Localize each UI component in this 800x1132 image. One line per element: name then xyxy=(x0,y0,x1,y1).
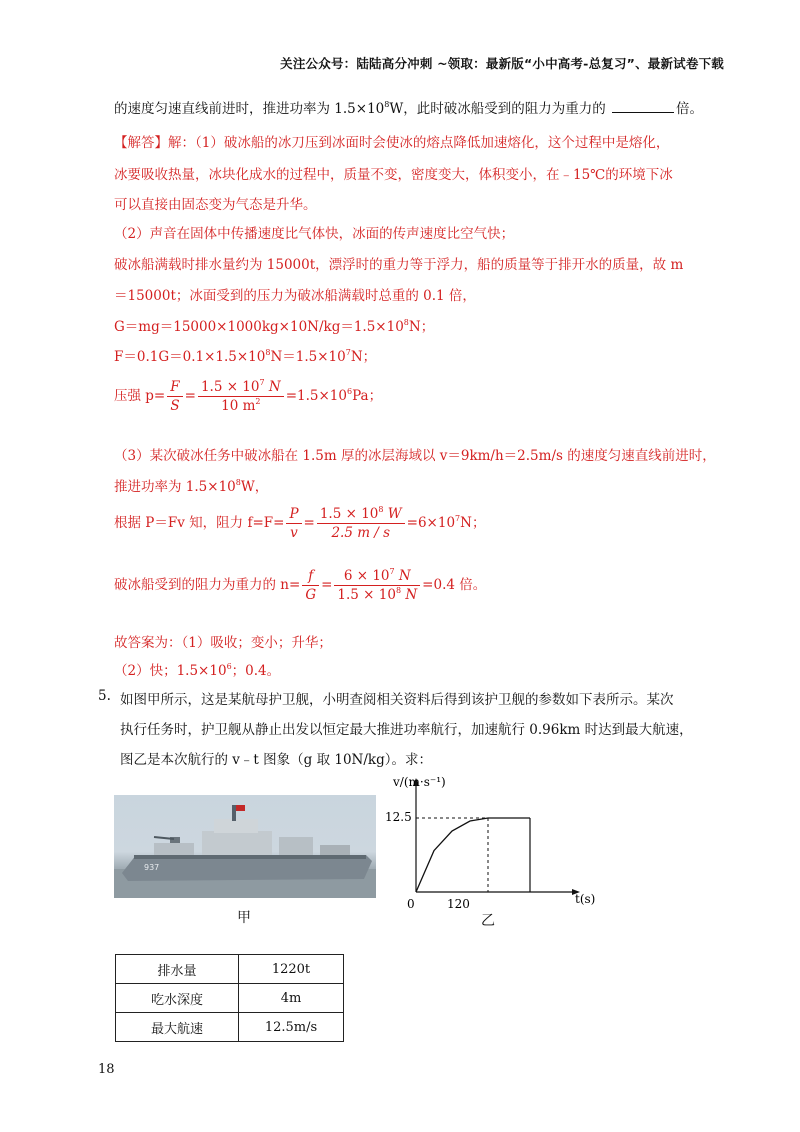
ratio-label: 破冰船受到的阻力为重力的 n= xyxy=(114,577,301,593)
x-axis-label: t(s) xyxy=(575,892,596,906)
g-eq-b: N； xyxy=(408,319,435,335)
page-header: 关注公众号：陆陆高分冲刺 ~领取：最新版“小中高考-总复习”、最新试卷下载 xyxy=(280,56,724,71)
answer-line-5: 破冰船满载时排水量约为 15000t，漂浮时的重力等于浮力，船的质量等于排开水的质量，故 m xyxy=(114,257,684,273)
f-eq-b: N＝1.5×10 xyxy=(270,349,346,365)
question-continuation xyxy=(114,97,703,117)
num-exp: 7 xyxy=(259,378,265,387)
warship-illustration xyxy=(114,795,376,898)
answer-line-6: ＝15000t；冰面受到的压力为破冰船满载时总重的 0.1 倍， xyxy=(114,288,476,304)
pressure-result-b: Pa； xyxy=(352,388,383,404)
frac-num-value xyxy=(198,378,284,397)
num-text: 6 × 10 xyxy=(343,568,390,584)
table-cell-label: 吃水深度 xyxy=(116,984,239,1013)
table-cell-label: 最大航速 xyxy=(116,1013,239,1042)
aft-structure xyxy=(279,837,313,855)
den-text: 1.5 × 10 xyxy=(337,587,396,603)
resistance-result-a: =6×10 xyxy=(406,515,456,531)
den-exp: 8 xyxy=(395,586,402,595)
table-cell-value: 4m xyxy=(239,984,344,1013)
answer-line-2: 冰要吸收热量，冰块化成水的过程中，质量不变，密度变大，体积变小，在﹣15℃的环境下冰 xyxy=(114,167,673,183)
flag xyxy=(236,805,245,811)
table-row xyxy=(116,1013,344,1042)
answer-line-1 xyxy=(114,131,669,151)
intro-text-a: 的速度匀速直线前进时，推进功率为 1.5×10 xyxy=(114,101,385,117)
g-eq-exp: 8 xyxy=(403,318,409,327)
caption-b: 乙 xyxy=(481,913,495,929)
final-answer-2 xyxy=(114,659,280,679)
resistance-label: 根据 P＝Fv 知，阻力 f=F= xyxy=(114,515,285,531)
num-exp: 7 xyxy=(389,567,395,576)
origin-label: 0 xyxy=(407,897,415,911)
intro-text-c: 倍。 xyxy=(676,101,704,117)
num-unit: N xyxy=(394,568,411,584)
frac-den: S xyxy=(170,398,180,414)
final-answer-1: 故答案为：（1）吸收；变小；升华； xyxy=(114,635,332,651)
ratio-result: =0.4 倍。 xyxy=(422,577,487,593)
final2-b: ；0.4。 xyxy=(231,663,281,679)
question-line-1: 如图甲所示，这是某航母护卫舰，小明查阅相关资料后得到该护卫舰的参数如下表所示。某次 xyxy=(120,692,674,708)
f-eq-exp2: 7 xyxy=(345,348,351,357)
den-unit: N xyxy=(401,587,418,603)
answer-line-7 xyxy=(114,315,434,335)
question-line-2: 执行任务时，护卫舰从静止出发以恒定最大推进功率航行，加速航行 0.96km 时达到最大航速， xyxy=(120,722,693,738)
answer-blank xyxy=(612,100,674,113)
frac-num-value xyxy=(317,505,405,524)
den-exp: 2 xyxy=(255,397,261,406)
mast xyxy=(232,805,236,821)
ratio-formula: 破冰船受到的阻力为重力的 n= $\frac{f}{G}$ = $\frac{6 \times 10^7 N}{1.5 \times 10^8 N}$ =0.4 倍。 xyxy=(114,567,487,603)
caption-a: 甲 xyxy=(237,910,251,926)
frac-num: F xyxy=(167,378,182,397)
num-exp: 8 xyxy=(378,505,384,514)
final2-exp: 6 xyxy=(226,662,232,671)
num-text: 1.5 × 10 xyxy=(319,506,379,522)
num-unit: W xyxy=(383,506,402,522)
table-row xyxy=(116,984,344,1013)
power-a: 推进功率为 1.5×10 xyxy=(114,479,236,495)
fraction-p-over-v xyxy=(286,505,301,542)
fraction-f-over-s xyxy=(167,378,182,415)
warship-photo xyxy=(114,795,376,898)
answer-line-3: 可以直接由固态变为气态是升华。 xyxy=(114,197,317,213)
answer-line-10 xyxy=(114,475,268,495)
answer-l1: 解：（1）破冰船的冰刀压到冰面时会使冰的熔点降低加速熔化，这个过程中是熔化， xyxy=(168,135,670,151)
velocity-curve xyxy=(416,818,530,892)
resistance-result-b: N； xyxy=(460,515,486,531)
question-number: 5. xyxy=(98,688,111,704)
fraction-f-over-g xyxy=(302,567,319,604)
answer-line-9: （3）某次破冰任务中破冰船在 1.5m 厚的冰层海域以 v＝9km/h＝2.5m/s 的速度匀速直线前进时， xyxy=(114,448,716,464)
answer-line-8 xyxy=(114,345,376,365)
frac-den-value xyxy=(334,586,420,604)
answer-tag: 【解答】 xyxy=(114,135,168,151)
final2-a: （2）快；1.5×10 xyxy=(114,663,227,679)
x-tick-label: 120 xyxy=(447,897,470,911)
power-b: W， xyxy=(240,479,269,495)
frac-num: f xyxy=(302,567,319,586)
table-cell-value: 1220t xyxy=(239,955,344,984)
superstructure xyxy=(202,831,272,855)
num-unit: N xyxy=(264,379,281,395)
pressure-result-a: =1.5×10 xyxy=(285,388,347,404)
f-eq-a: F＝0.1G＝0.1×1.5×10 xyxy=(114,349,266,365)
num-text: 1.5 × 10 xyxy=(200,379,260,395)
frac-den-value: 2.5 m / s xyxy=(331,525,391,541)
page-number: 18 xyxy=(98,1062,115,1077)
frac-num-value xyxy=(334,567,420,586)
pressure-label: 压强 p= xyxy=(114,388,166,404)
question-line-3: 图乙是本次航行的 v﹣t 图象（g 取 10N/kg）。求： xyxy=(120,752,432,768)
intro-exp: 8 xyxy=(384,100,390,109)
resistance-result-exp: 7 xyxy=(455,514,461,523)
pressure-result-exp: 6 xyxy=(346,387,353,396)
helideck xyxy=(320,845,350,855)
f-eq-c: N； xyxy=(350,349,377,365)
power-exp: 8 xyxy=(235,478,241,487)
fraction-ratio-values xyxy=(334,567,420,604)
frac-den: v xyxy=(290,525,298,541)
frac-num: P xyxy=(286,505,301,524)
table-row xyxy=(116,955,344,984)
intro-text-b: W，此时破冰船受到的阻力为重力的 xyxy=(389,101,611,117)
bridge xyxy=(214,819,258,833)
hull-number: 937 xyxy=(144,863,160,872)
frac-den-value xyxy=(198,397,284,415)
resistance-formula: 根据 P＝Fv 知，阻力 f=F= $\frac{P}{v}$ = $\frac{1.5 \times 10^8 W}{2.5 m / s}$ $=6\times 10^7N$； xyxy=(114,505,486,541)
fraction-pressure-values xyxy=(198,378,284,415)
table-cell-value: 12.5m/s xyxy=(239,1013,344,1042)
g-eq-a: G＝mg＝15000×1000kg×10N/kg＝1.5×10 xyxy=(114,319,404,335)
deck-edge xyxy=(134,855,366,859)
forward-structure xyxy=(154,843,194,855)
y-axis-label: v/(m·s⁻¹) xyxy=(393,775,446,789)
parameter-table xyxy=(115,954,344,1042)
table-cell-label: 排水量 xyxy=(116,955,239,984)
y-tick-label: 12.5 xyxy=(385,810,412,824)
f-eq-exp1: 8 xyxy=(265,348,271,357)
frac-den: G xyxy=(305,587,317,603)
answer-line-4: （2）声音在固体中传播速度比气体快，冰面的传声速度比空气快； xyxy=(114,226,515,242)
pressure-formula: 压强 p= $\frac{F}{S}$ = $\frac{1.5 \times 10^7 N}{10 m^2}$ $=1.5\times 10^6Pa$； xyxy=(114,378,383,414)
fraction-resistance-values xyxy=(317,505,405,542)
vt-graph xyxy=(383,772,613,920)
den-text: 10 m xyxy=(221,398,256,414)
